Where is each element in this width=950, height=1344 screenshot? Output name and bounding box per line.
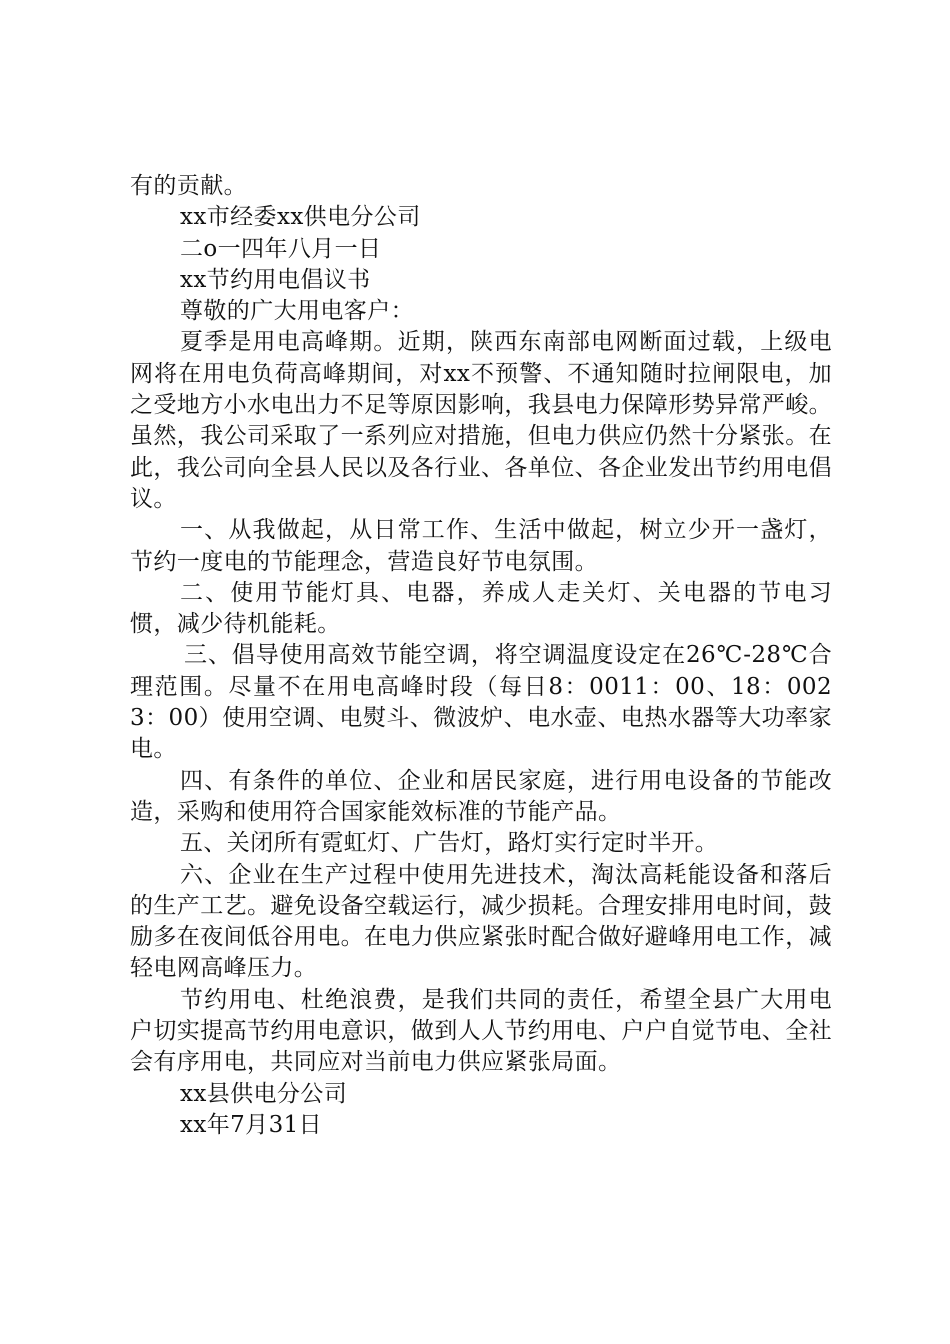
signature-org-2: xx县供电分公司	[180, 1080, 348, 1107]
paragraph-item-5: 五、关闭所有霓虹灯、广告灯，路灯实行定时半开。	[180, 830, 719, 857]
signature-date-1: 二o一四年八月一日	[180, 235, 382, 262]
signature-org-1: xx市经委xx供电分公司	[180, 204, 421, 231]
signature-date-2: xx年7月31日	[180, 1111, 323, 1138]
document-body	[130, 171, 832, 1141]
paragraph-item-3: 三、倡导使用高效节能空调，将空调温度设定在26℃-28℃合理范围。尽量不在用电高峰时段（每日8：0011：00、18：0023：00）使用空调、电熨斗、微波炉、电水壶、电热水器等大功率家电。	[130, 642, 832, 763]
salutation: 尊敬的广大用电客户：	[180, 298, 414, 325]
paragraph-item-6: 六、企业在生产过程中使用先进技术，淘汰高耗能设备和落后的生产工艺。避免设备空载运行，减少损耗。合理安排用电时间，鼓励多在夜间低谷用电。在电力供应紧张时配合做好避峰用电工作，减轻电网高峰压力。	[130, 861, 832, 982]
paragraph-item-2: 二、使用节能灯具、电器，养成人走关灯、关电器的节电习惯，减少待机能耗。	[130, 579, 832, 638]
paragraph-intro: 夏季是用电高峰期。近期，陕西东南部电网断面过载，上级电网将在用电负荷高峰期间，对xx不预警、不通知随时拉闸限电，加之受地方小水电出力不足等原因影响，我县电力保障形势异常严峻。虽然，我公司采取了一系列应对措施，但电力供应仍然十分紧张。在此，我公司向全县人民以及各行业、各单位、各企业发出节约用电倡议。	[130, 329, 832, 512]
opening-line: 有的贡献。	[130, 173, 247, 199]
document-title: xx节约用电倡议书	[180, 266, 371, 293]
paragraph-item-1: 一、从我做起，从日常工作、生活中做起，树立少开一盏灯，节约一度电的节能理念，营造良好节电氛围。	[130, 517, 832, 575]
paragraph-closing: 节约用电、杜绝浪费，是我们共同的责任，希望全县广大用电户切实提高节约用电意识，做到人人节约用电、户户自觉节电、全社会有序用电，共同应对当前电力供应紧张局面。	[130, 986, 832, 1076]
paragraph-item-4: 四、有条件的单位、企业和居民家庭，进行用电设备的节能改造，采购和使用符合国家能效标准的节能产品。	[130, 767, 832, 825]
